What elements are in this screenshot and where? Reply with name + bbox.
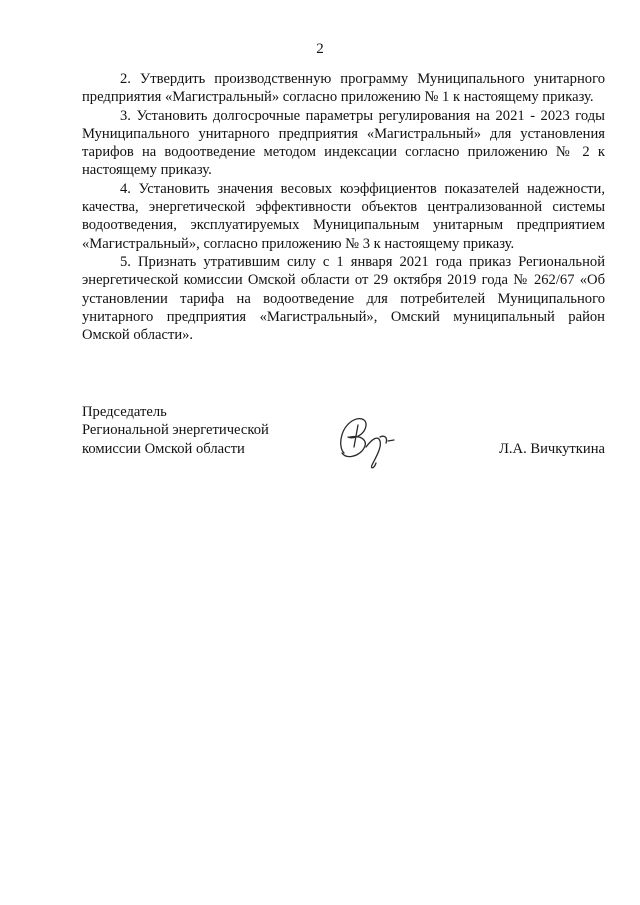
signer-position [82,403,269,458]
signer-name: Л.А. Вичкуткина [498,441,605,457]
signer-position-line: Председатель [82,404,167,420]
signer-position-line: Региональной энергетической [82,422,269,439]
order-body [82,70,605,344]
paragraph-item-4: 4. Установить значения весовых коэффициентов показателей надежности, качества, энергетической эффективности объектов централизованной системы водоотведения, эксплуатируемых Муниципальным унитарным предприятием «Магистральный», согласно приложению № 3 к настоящему приказу. [82,180,605,252]
paragraph-item-2: 2. Утвердить производственную программу Муниципального унитарного предприятия «Магистральный» согласно приложению № 1 к настоящему приказу. [82,71,605,106]
signature-block [82,403,605,483]
signer-position-line: комиссии Омской области [82,440,245,457]
paragraph-item-5: 5. Признать утратившим силу с 1 января 2021 года приказ Региональной энергетической комиссии Омской области от 29 октября 2019 года № 262/67 «Об установлении тарифа на водоотведение для потребителей Муниципального унитарного предприятия «Магистральный», Омский муниципальный район Омской области». [82,253,605,344]
handwritten-signature [334,407,404,471]
paragraph-item-3: 3. Установить долгосрочные параметры регулирования на 2021 - 2023 годы Муниципального унитарного предприятия «Магистральный» для установления тарифов на водоотведение методом индексации согласно приложению № 2 к настоящему приказу. [82,107,605,179]
page-number: 2 [316,41,324,57]
